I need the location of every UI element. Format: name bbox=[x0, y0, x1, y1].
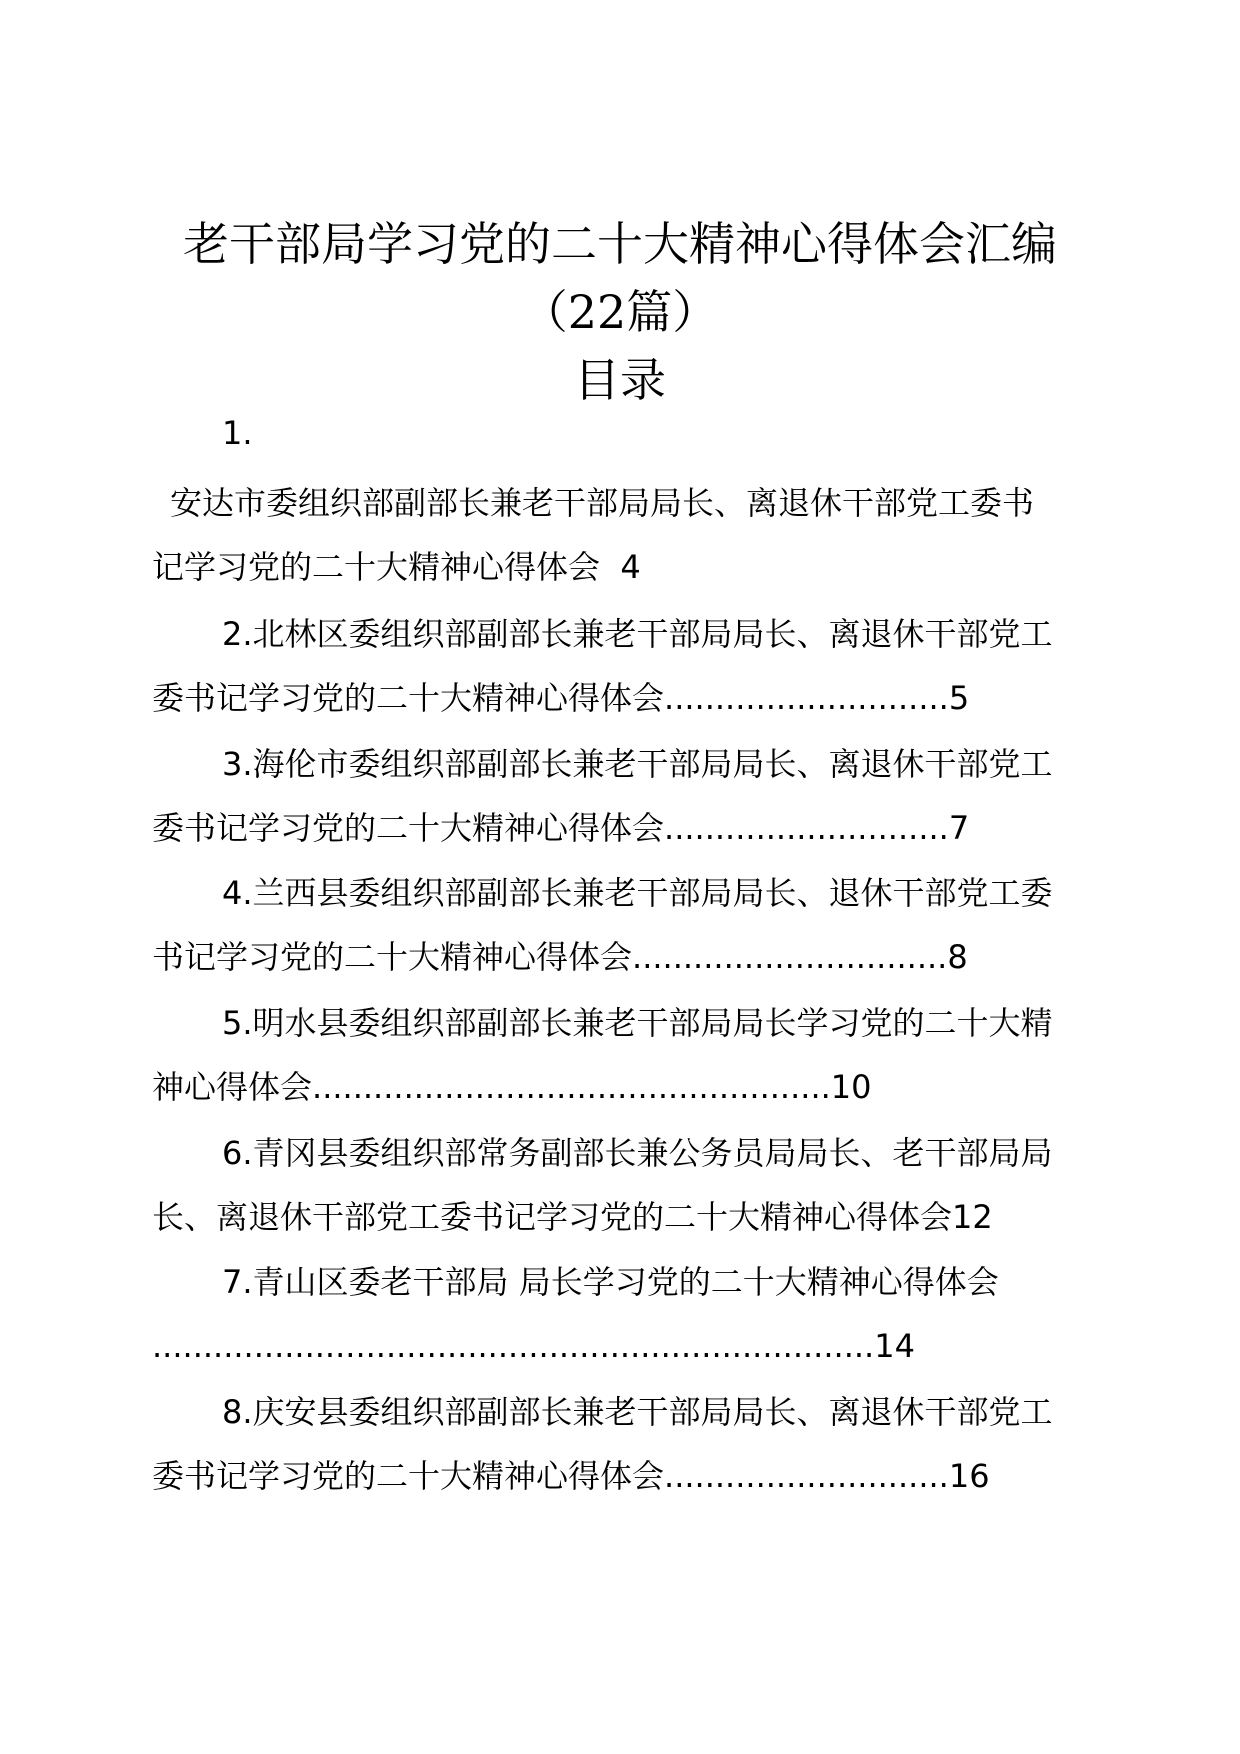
toc-entry-text: 神心得体会 bbox=[152, 1068, 313, 1106]
toc-page-number: 7 bbox=[948, 809, 970, 847]
document-title bbox=[0, 214, 1240, 274]
toc-page-number: 12 bbox=[952, 1198, 993, 1236]
toc-page-number: 14 bbox=[874, 1327, 915, 1365]
toc-page-number: 5 bbox=[948, 679, 970, 717]
toc-leader-dots: ............................ bbox=[664, 679, 949, 717]
toc-heading bbox=[0, 350, 1240, 410]
toc-heading-text: 目录 bbox=[574, 353, 666, 407]
toc-entry-text: 委书记学习党的二十大精神心得体会 bbox=[152, 1457, 665, 1495]
toc-page-number: 10 bbox=[830, 1068, 872, 1106]
toc-leader-dots: ................................................... bbox=[312, 1068, 831, 1106]
toc-entry-text: 6.青冈县委组织部常务副部长兼公务员局局长、老干部局局 bbox=[222, 1134, 1053, 1172]
toc-entry-8-line2 bbox=[152, 1456, 990, 1496]
toc-entry-7-line2 bbox=[152, 1326, 915, 1366]
toc-entry-number: 1. bbox=[222, 414, 253, 452]
toc-entry-text: 8.庆安县委组织部副部长兼老干部局局长、离退休干部党工 bbox=[222, 1393, 1053, 1431]
toc-entry-text: 书记学习党的二十大精神心得体会 bbox=[152, 938, 633, 976]
toc-entry-1-line2 bbox=[152, 547, 641, 587]
toc-entry-6-line1 bbox=[222, 1133, 1053, 1173]
toc-leader-dots: ............................... bbox=[632, 938, 948, 976]
toc-leader-dots: ....................................................................... bbox=[152, 1327, 875, 1365]
document-subtitle bbox=[0, 282, 1240, 342]
toc-entry-8-line1 bbox=[222, 1392, 1053, 1432]
toc-entry-text: 长、离退休干部党工委书记学习党的二十大精神心得体会 bbox=[152, 1198, 953, 1236]
toc-entry-5-line1 bbox=[222, 1003, 1053, 1043]
toc-entry-text: 7.青山区委老干部局 局长学习党的二十大精神心得体会 bbox=[222, 1263, 999, 1301]
toc-entry-text: 2.北林区委组织部副部长兼老干部局局长、离退休干部党工 bbox=[222, 615, 1053, 653]
toc-leader-dots: ............................ bbox=[664, 809, 949, 847]
toc-page-number: 4 bbox=[620, 548, 641, 586]
toc-entry-6-line2 bbox=[152, 1197, 993, 1237]
toc-page-number: 8 bbox=[947, 938, 968, 976]
article-count: （22篇） bbox=[521, 285, 719, 339]
toc-page-number: 16 bbox=[948, 1457, 990, 1495]
toc-entry-text: 安达市委组织部副部长兼老干部局局长、离退休干部党工委书 bbox=[170, 484, 1035, 522]
toc-entry-1-line1 bbox=[170, 483, 1034, 523]
toc-entry-4-line1 bbox=[222, 873, 1053, 913]
toc-entry-2-line2 bbox=[152, 678, 969, 718]
toc-entry-3-line1 bbox=[222, 744, 1053, 784]
toc-entry-4-line2 bbox=[152, 937, 968, 977]
title-text: 老干部局学习党的二十大精神心得体会汇编 bbox=[183, 217, 1057, 271]
toc-entry-text: 4.兰西县委组织部副部长兼老干部局局长、退休干部党工委 bbox=[222, 874, 1053, 912]
toc-entry-5-line2 bbox=[152, 1067, 872, 1107]
toc-entry-text: 委书记学习党的二十大精神心得体会 bbox=[152, 809, 665, 847]
toc-entry-text: 5.明水县委组织部副部长兼老干部局局长学习党的二十大精 bbox=[222, 1004, 1053, 1042]
toc-entry-3-line2 bbox=[152, 808, 969, 848]
toc-entry-text: 记学习党的二十大精神心得体会 bbox=[152, 548, 601, 586]
toc-entry-text: 3.海伦市委组织部副部长兼老干部局局长、离退休干部党工 bbox=[222, 745, 1053, 783]
toc-entry-2-line1 bbox=[222, 614, 1053, 654]
toc-leader-dots: ............................ bbox=[664, 1457, 949, 1495]
toc-entry-7-line1 bbox=[222, 1262, 999, 1302]
toc-entry-text: 委书记学习党的二十大精神心得体会 bbox=[152, 679, 665, 717]
toc-entry-1-number bbox=[222, 413, 253, 453]
